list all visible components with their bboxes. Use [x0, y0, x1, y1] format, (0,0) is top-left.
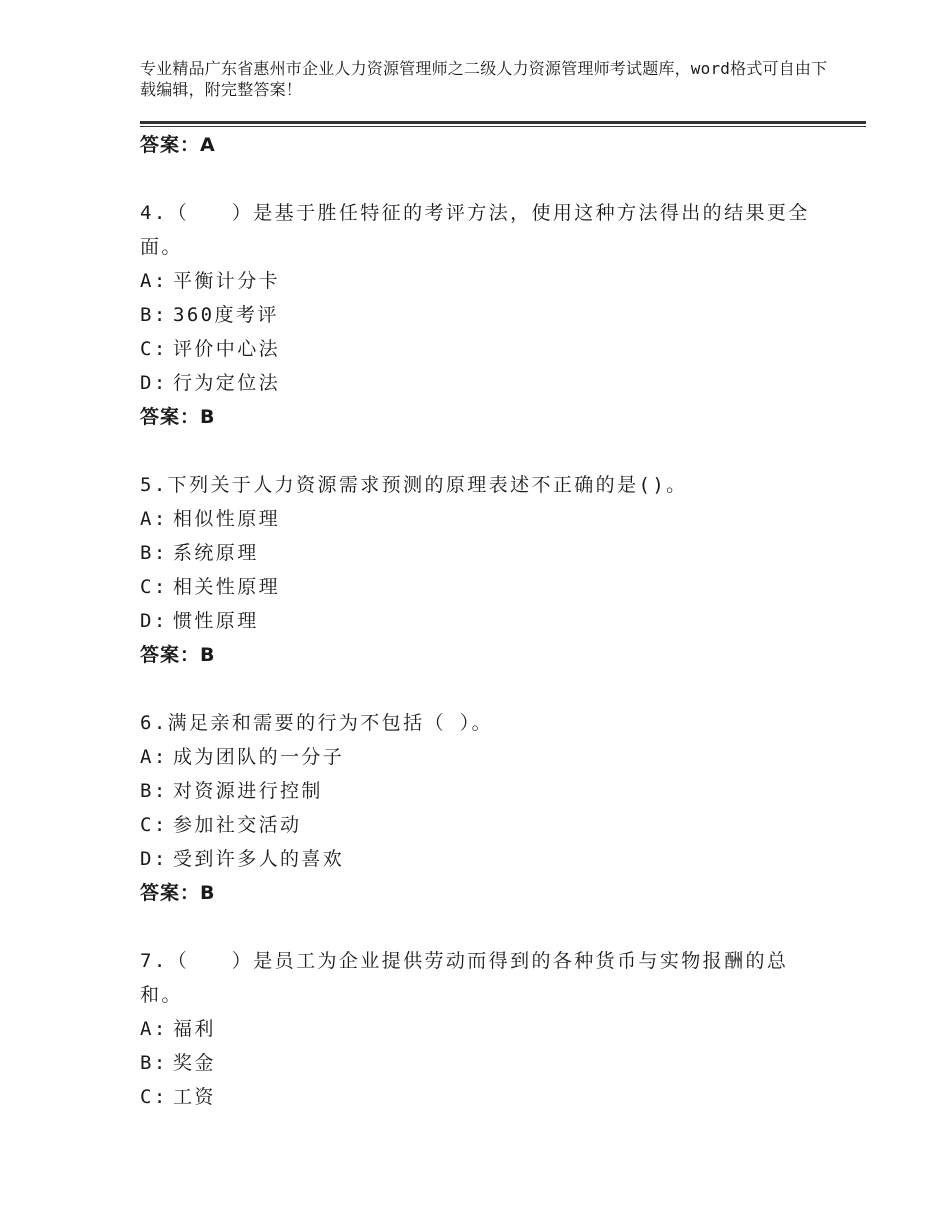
option-key: C: [140, 576, 168, 598]
option-key: B: [140, 542, 168, 564]
option-text: 奖金 [173, 1052, 216, 1074]
answer-line: 答案：B [140, 644, 216, 666]
answer-line: 答案：B [140, 882, 216, 904]
option-text: 行为定位法 [173, 372, 281, 394]
option-d [140, 604, 830, 638]
option-key: D: [140, 610, 168, 632]
option-text: 系统原理 [173, 542, 259, 564]
option-a [140, 1012, 830, 1046]
question-item [140, 196, 830, 434]
option-key: A: [140, 746, 168, 768]
option-key: B: [140, 1052, 168, 1074]
option-key: A: [140, 1018, 168, 1040]
option-key: D: [140, 848, 168, 870]
answer-line: 答案：A [140, 134, 216, 156]
option-d [140, 842, 830, 876]
option-c [140, 570, 830, 604]
option-a [140, 740, 830, 774]
option-text: 成为团队的一分子 [173, 746, 345, 768]
document-header: 专业精品广东省惠州市企业人力资源管理师之二级人力资源管理师考试题库，word格式可自由下载编辑，附完整答案！ [140, 59, 828, 99]
option-b [140, 536, 830, 570]
option-text: 对资源进行控制 [173, 780, 323, 802]
option-key: B: [140, 780, 168, 802]
option-b [140, 774, 830, 808]
option-key: A: [140, 508, 168, 530]
question-item [140, 944, 830, 1114]
option-c [140, 1080, 830, 1114]
option-a [140, 264, 830, 298]
question-text: 6.满足亲和需要的行为不包括（ ）。 [140, 712, 494, 734]
header-rule-thick [140, 121, 866, 124]
option-key: C: [140, 814, 168, 836]
question-item [140, 706, 830, 910]
answer-line: 答案：B [140, 406, 216, 428]
option-text: 相关性原理 [173, 576, 281, 598]
option-text: 360度考评 [173, 304, 279, 326]
option-b [140, 298, 830, 332]
question-text: 5.下列关于人力资源需求预测的原理表述不正确的是()。 [140, 474, 688, 496]
option-key: C: [140, 338, 168, 360]
option-key: D: [140, 372, 168, 394]
question-text: 4.（ ）是基于胜任特征的考评方法，使用这种方法得出的结果更全面。 [140, 202, 810, 258]
option-key: A: [140, 270, 168, 292]
option-text: 评价中心法 [173, 338, 281, 360]
option-a [140, 502, 830, 536]
option-text: 参加社交活动 [173, 814, 302, 836]
option-key: C: [140, 1086, 168, 1108]
header-rule-thin [140, 126, 866, 127]
option-d [140, 366, 830, 400]
option-c [140, 808, 830, 842]
option-key: B: [140, 304, 168, 326]
question-text: 7.（ ）是员工为企业提供劳动而得到的各种货币与实物报酬的总和。 [140, 950, 789, 1006]
option-text: 工资 [173, 1086, 216, 1108]
option-text: 相似性原理 [173, 508, 281, 530]
option-text: 平衡计分卡 [173, 270, 281, 292]
question-item [140, 468, 830, 672]
option-text: 惯性原理 [173, 610, 259, 632]
option-c [140, 332, 830, 366]
option-text: 受到许多人的喜欢 [173, 848, 345, 870]
question-list [140, 128, 830, 1114]
option-b [140, 1046, 830, 1080]
option-text: 福利 [173, 1018, 216, 1040]
